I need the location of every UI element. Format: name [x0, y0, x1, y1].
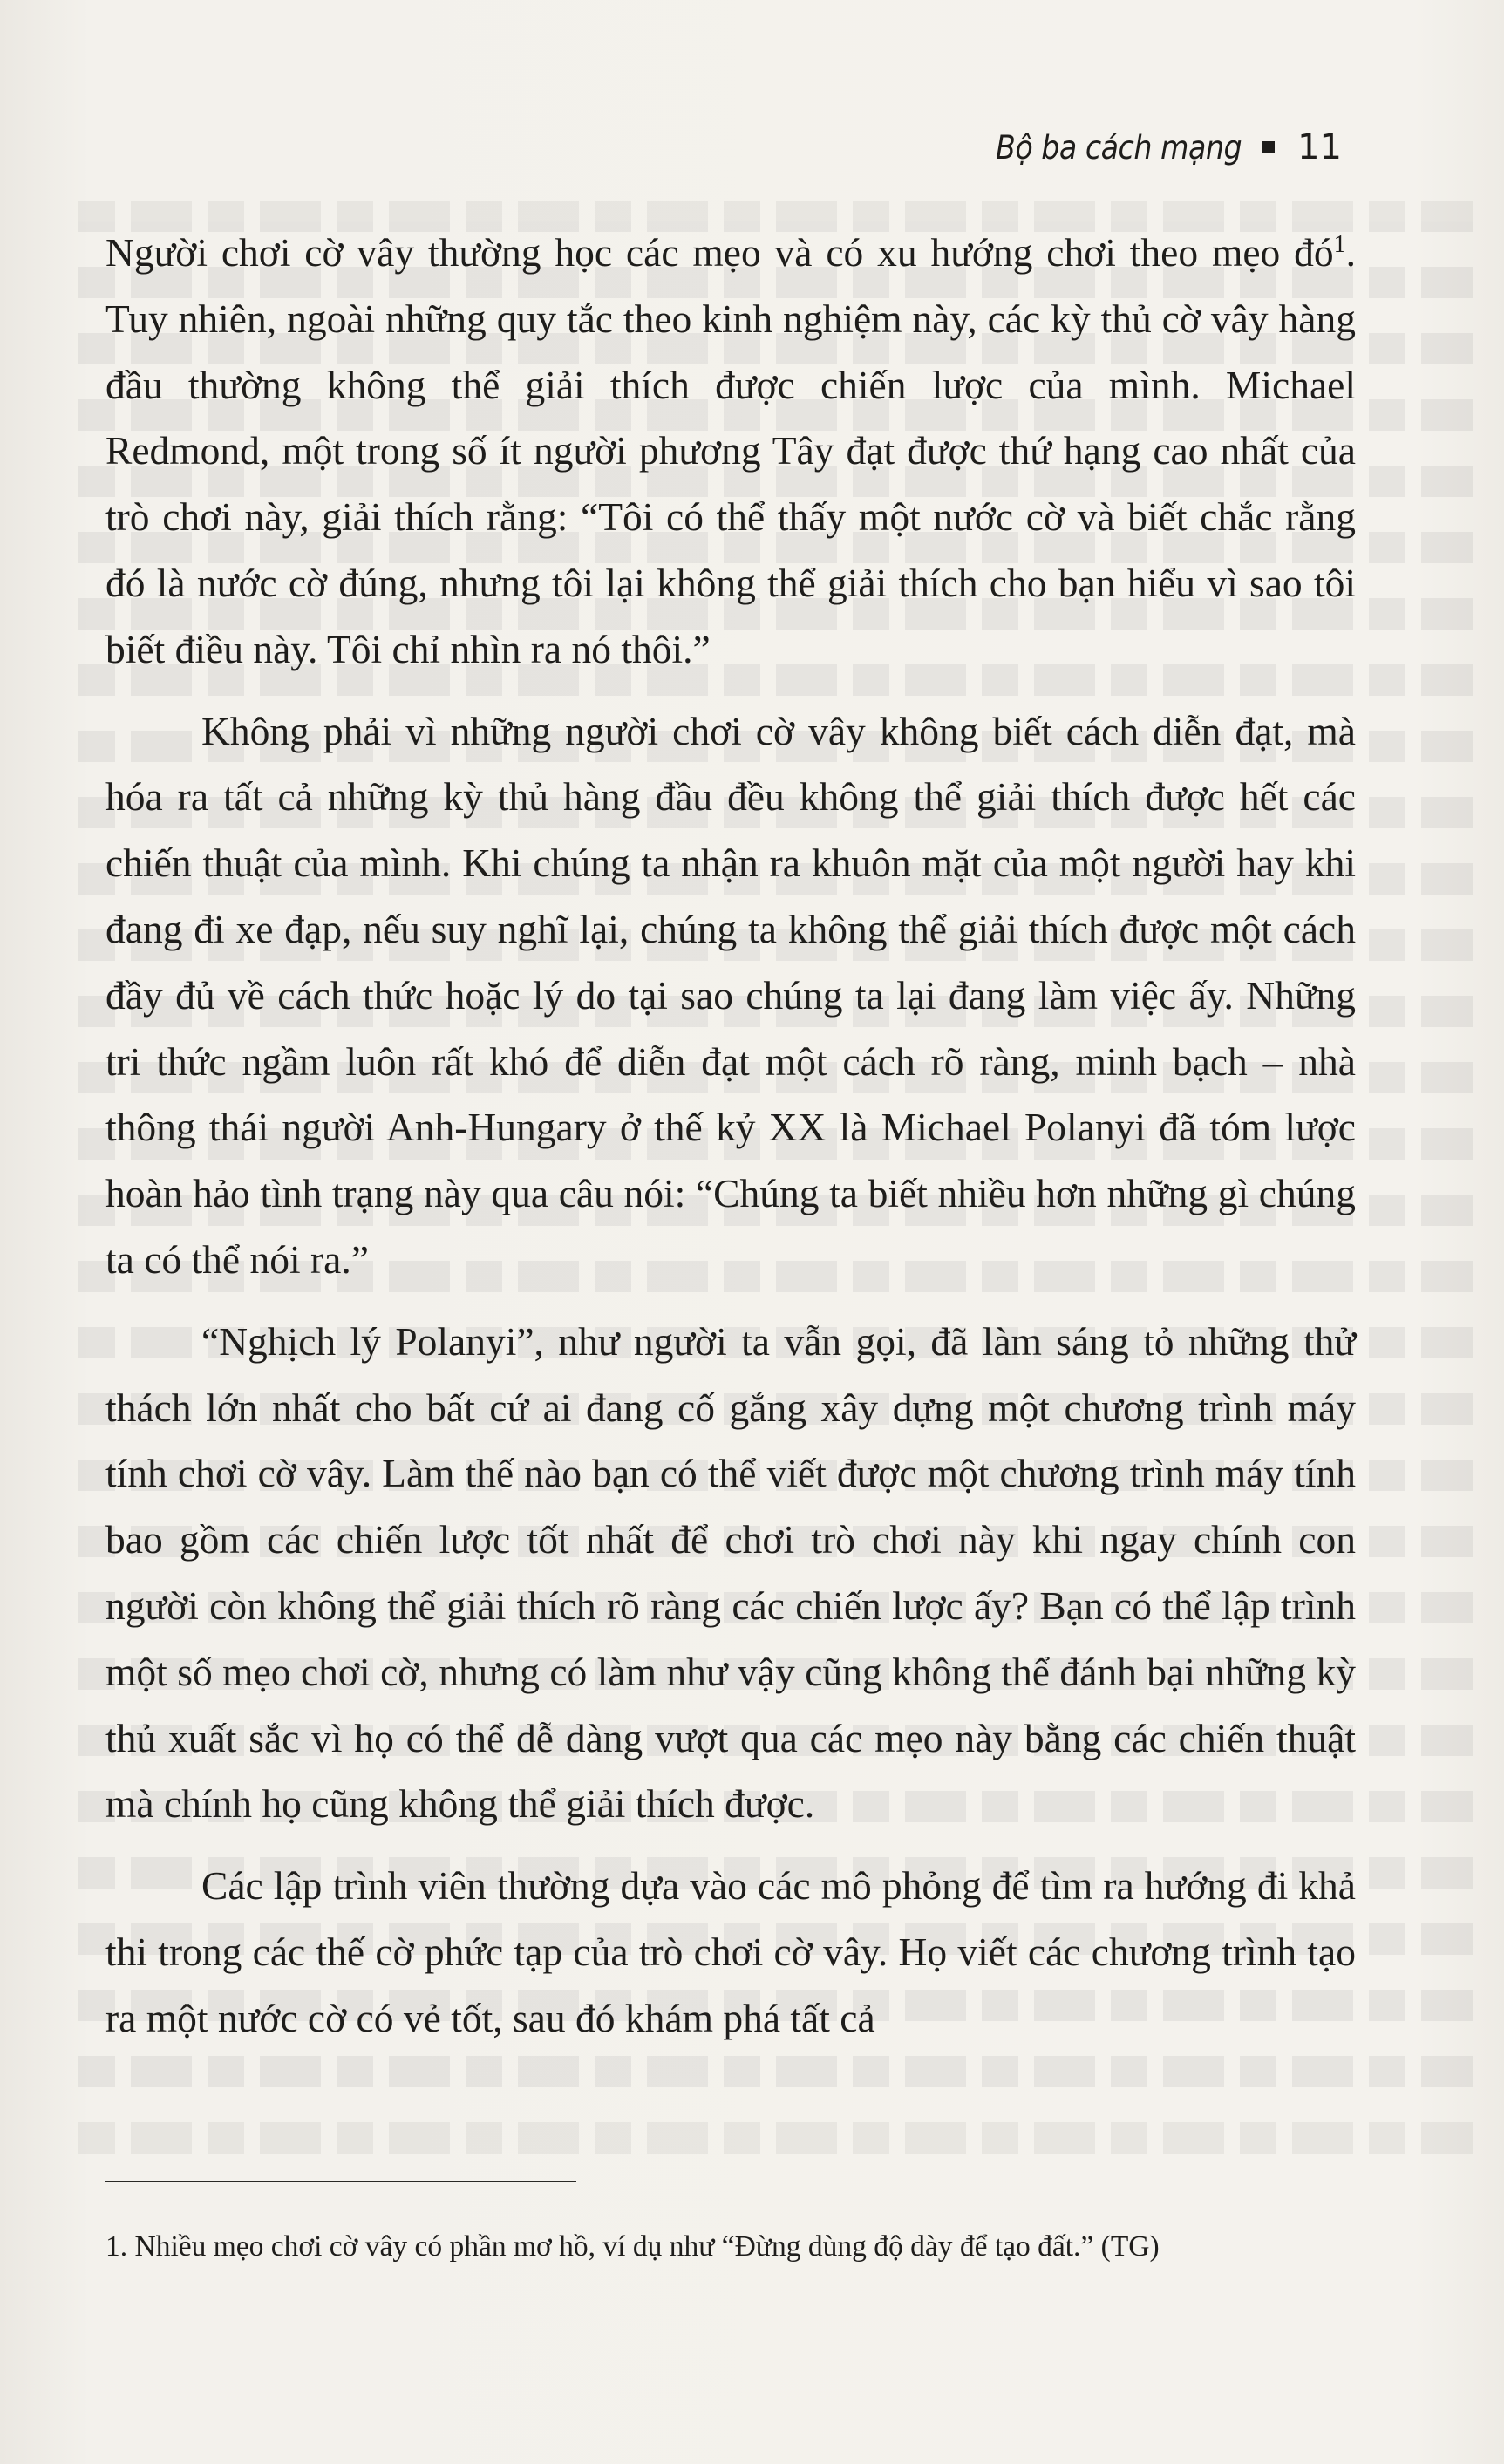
paragraph-1-text-a: Người chơi cờ vây thường học các mẹo và có xu hướng chơi theo mẹo đó — [105, 230, 1334, 275]
paragraph-2: Không phải vì những người chơi cờ vây không biết cách diễn đạt, mà hóa ra tất cả những kỳ thủ hàng đầu đều không thể giải thích được hết các chiến thuật của mình. Khi chúng ta nhận ra khuôn mặt của một người hay khi đang đi xe đạp, nếu suy nghĩ lại, chúng ta không thể giải thích được một cách đầy đủ về cách thức hoặc lý do tại sao chúng ta lại đang làm việc ấy. Những tri thức ngầm luôn rất khó để diễn đạt một cách rõ ràng, minh bạch – nhà thông thái người Anh-Hungary ở thế kỷ XX là Michael Polanyi đã tóm lược hoàn hảo tình trạng này qua câu nói: “Chúng ta biết nhiều hơn những gì chúng ta có thể nói ra.” — [105, 708, 1356, 1282]
paragraph-1-text-b: . Tuy nhiên, ngoài những quy tắc theo kinh nghiệm này, các kỳ thủ cờ vây hàng đầu thường không thể giải thích được chiến lược của mình. Michael Redmond, một trong số ít người phương Tây đạt được thứ hạng cao nhất của trò chơi này, giải thích rằng: “Tôi có thể thấy một nước cờ và biết chắc rằng đó là nước cờ đúng, nhưng tôi lại không thể giải thích cho bạn hiểu vì sao tôi biết điều này. Tôi chỉ nhìn ra nó thôi.” — [105, 230, 1356, 671]
paragraph-3: “Nghịch lý Polanyi”, như người ta vẫn gọi, đã làm sáng tỏ những thử thách lớn nhất cho bất cứ ai đang cố gắng xây dựng một chương trình máy tính chơi cờ vây. Làm thế nào bạn có thể viết được một chương trình máy tính bao gồm các chiến lược tốt nhất để chơi trò chơi này khi ngay chính con người còn không thể giải thích rõ ràng các chiến lược ấy? Bạn có thể lập trình một số mẹo chơi cờ, nhưng có làm như vậy cũng không thể đánh bại những kỳ thủ xuất sắc vì họ có thể dễ dàng vượt qua các mẹo này bằng các chiến thuật mà chính họ cũng không thể giải thích được. — [105, 1318, 1356, 1827]
paragraph-4: Các lập trình viên thường dựa vào các mô phỏng để tìm ra hướng đi khả thi trong các thế cờ phức tạp của trò chơi cờ vây. Họ viết các chương trình tạo ra một nước cờ có vẻ tốt, sau đó khám phá tất cả — [105, 1863, 1356, 2040]
body-text — [105, 220, 1356, 2067]
chapter-title: Bộ ba cách mạng — [995, 128, 1242, 167]
running-header — [996, 127, 1342, 167]
paragraph-1 — [105, 220, 1356, 683]
page-number: 11 — [1297, 127, 1342, 167]
footnote-divider — [105, 2181, 576, 2182]
footnote-reference: 1 — [1333, 230, 1346, 258]
header-square-separator — [1262, 141, 1275, 153]
footnote: 1. Nhiều mẹo chơi cờ vây có phần mơ hồ, ví dụ như “Đừng dùng độ dày để tạo đất.” (TG) — [105, 2230, 1160, 2263]
